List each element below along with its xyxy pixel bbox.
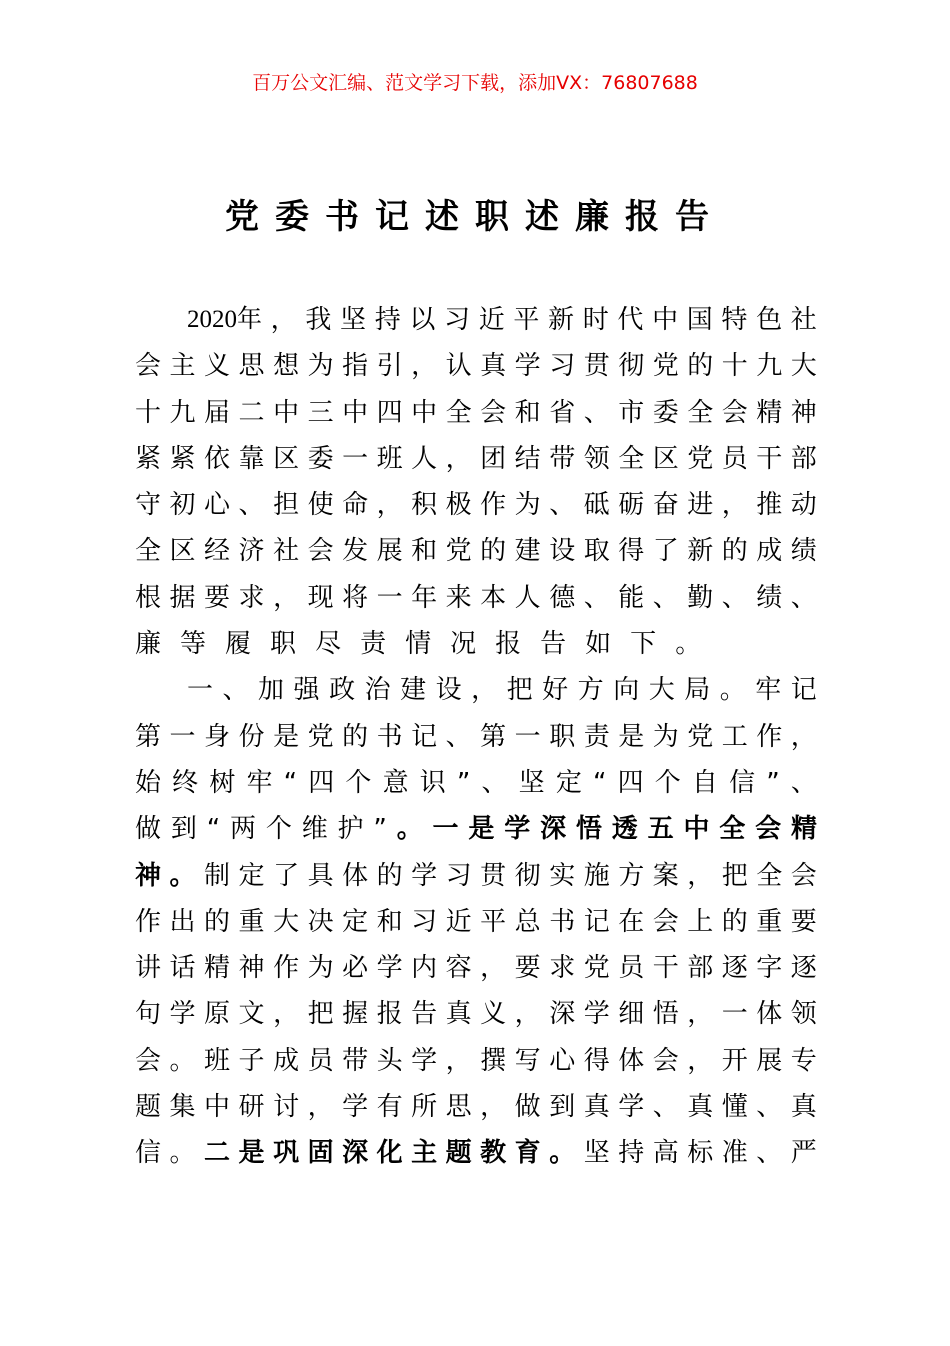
paragraph-line: 全 区 经 济 社 会 发 展 和 党 的 建 设 取 得 了 新 的 成 绩 [135, 536, 817, 567]
paragraph-line: 十 九 届 二 中 三 中 四 中 全 会 和 省 、 市 委 全 会 精 神 [135, 397, 817, 428]
paragraph-line: 句 学 原 文 ， 把 握 报 告 真 义 ， 深 学 细 悟 ， 一 体 领 [135, 999, 817, 1030]
paragraph-line: 讲 话 精 神 作 为 必 学 内 容 ， 要 求 党 员 干 部 逐 字 逐 [135, 953, 817, 984]
paragraph-line: 会 主 义 思 想 为 指 引 ， 认 真 学 习 贯 彻 党 的 十 九 大 [135, 351, 817, 382]
paragraph-line: 第 一 身 份 是 党 的 书 记 、 第 一 职 责 是 为 党 工 作 ， [135, 721, 817, 752]
paragraph-line: 始 终 树 牢 “ 四 个 意 识 ” 、 坚 定 “ 四 个 自 信 ” 、 [135, 767, 817, 798]
paragraph-line: 2020年 ， 我 坚 持 以 习 近 平 新 时 代 中 国 特 色 社 [135, 297, 817, 343]
paragraph-line: 紧 紧 依 靠 区 委 一 班 人 ， 团 结 带 领 全 区 党 员 干 部 [135, 443, 817, 474]
paragraph-line: 做 到 “ 两 个 维 护 ” 。 一 是 学 深 悟 透 五 中 全 会 精 [135, 814, 817, 845]
paragraph-line: 信 。 二 是 巩 固 深 化 主 题 教 育 。 坚 持 高 标 准 、 严 [135, 1138, 817, 1169]
paragraph-line: 会 。 班 子 成 员 带 头 学 ， 撰 写 心 得 体 会 ， 开 展 专 [135, 1045, 817, 1076]
paragraph-line: 廉 等 履 职 尽 责 情 况 报 告 如 下 。 [135, 629, 702, 660]
document-body [135, 297, 817, 1177]
download-banner: 百万公文汇编、范文学习下载，添加VX：76807688 [252, 72, 698, 94]
document-title: 党委书记述职述廉报告 [225, 197, 725, 237]
paragraph-line: 作 出 的 重 大 决 定 和 习 近 平 总 书 记 在 会 上 的 重 要 [135, 906, 817, 937]
paragraph-line: 根 据 要 求 ， 现 将 一 年 来 本 人 德 、 能 、 勤 、 绩 、 [135, 582, 817, 613]
paragraph-line: 神 。 制 定 了 具 体 的 学 习 贯 彻 实 施 方 案 ， 把 全 会 [135, 860, 817, 891]
paragraph-line: 一 、 加 强 政 治 建 设 ， 把 好 方 向 大 局 。 牢 记 [187, 675, 817, 706]
paragraph-line: 题 集 中 研 讨 ， 学 有 所 思 ， 做 到 真 学 、 真 懂 、 真 [135, 1092, 817, 1123]
paragraph-line: 守 初 心 、 担 使 命 ， 积 极 作 为 、 砥 砺 奋 进 ， 推 动 [135, 490, 817, 521]
line-number-text: 2020年 [187, 306, 263, 333]
